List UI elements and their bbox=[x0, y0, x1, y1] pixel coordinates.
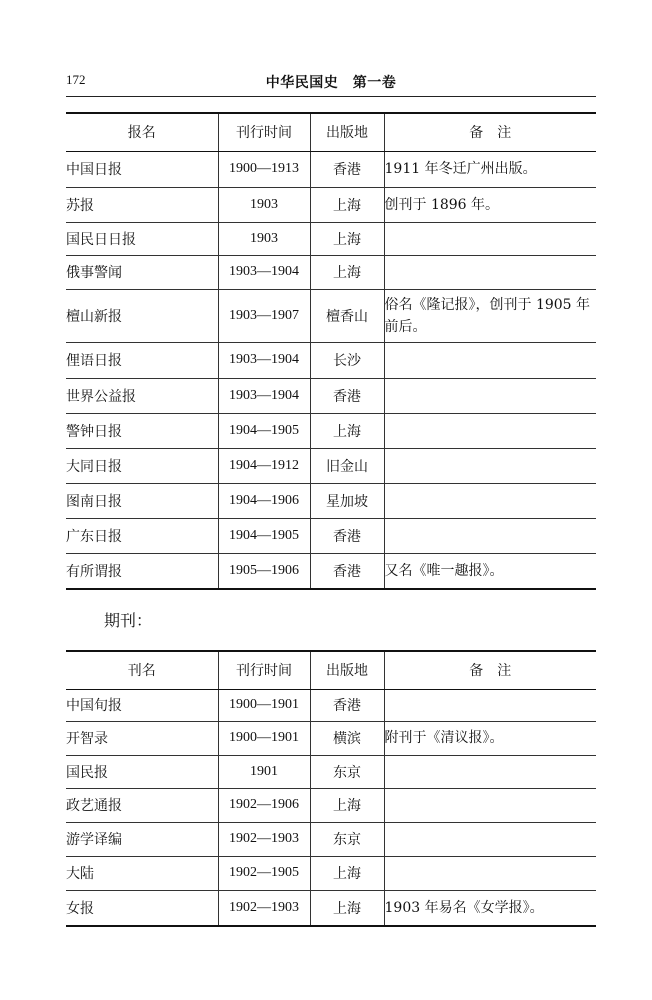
cell-period: 1902—1906 bbox=[218, 788, 310, 822]
running-title: 中华民国史 第一卷 bbox=[265, 75, 397, 91]
cell-period: 1900—1901 bbox=[218, 721, 310, 755]
table-row bbox=[66, 413, 596, 448]
cell-period: 1902—1905 bbox=[218, 856, 310, 890]
cell-note bbox=[384, 856, 596, 890]
cell-name: 苏报 bbox=[66, 187, 218, 222]
cell-place: 星加坡 bbox=[310, 483, 384, 518]
table-row bbox=[66, 721, 596, 755]
cell-note bbox=[384, 448, 596, 483]
table-row bbox=[66, 755, 596, 788]
cell-name: 国民报 bbox=[66, 755, 218, 788]
table-row bbox=[66, 378, 596, 413]
table-row bbox=[66, 255, 596, 289]
cell-name: 大同日报 bbox=[66, 448, 218, 483]
table-header-row bbox=[66, 651, 596, 689]
cell-note: 附刊于《清议报》。 bbox=[384, 721, 596, 755]
cell-note bbox=[384, 755, 596, 788]
cell-period: 1903—1907 bbox=[218, 289, 310, 342]
cell-note bbox=[384, 413, 596, 448]
page-header bbox=[66, 72, 596, 97]
column-header-note: 备 注 bbox=[384, 651, 596, 689]
table-row bbox=[66, 289, 596, 342]
cell-place: 上海 bbox=[310, 222, 384, 255]
cell-period: 1904—1905 bbox=[218, 518, 310, 553]
periodicals-label: 期刊： bbox=[104, 611, 153, 630]
cell-note: 创刊于 1896 年。 bbox=[384, 187, 596, 222]
cell-note bbox=[384, 378, 596, 413]
cell-name: 俚语日报 bbox=[66, 342, 218, 378]
column-header-place: 出版地 bbox=[310, 113, 384, 151]
cell-place: 香港 bbox=[310, 689, 384, 721]
cell-name: 国民日日报 bbox=[66, 222, 218, 255]
cell-period: 1905—1906 bbox=[218, 553, 310, 589]
cell-note: 俗名《隆记报》，创刊于 1905 年前后。 bbox=[384, 289, 596, 342]
cell-place: 横滨 bbox=[310, 721, 384, 755]
cell-note: 1903 年易名《女学报》。 bbox=[384, 890, 596, 926]
cell-name: 警钟日报 bbox=[66, 413, 218, 448]
table-row bbox=[66, 856, 596, 890]
cell-place: 上海 bbox=[310, 413, 384, 448]
cell-name: 俄事警闻 bbox=[66, 255, 218, 289]
table-row bbox=[66, 342, 596, 378]
cell-place: 东京 bbox=[310, 755, 384, 788]
table-row bbox=[66, 222, 596, 255]
cell-note bbox=[384, 518, 596, 553]
cell-name: 政艺通报 bbox=[66, 788, 218, 822]
cell-place: 檀香山 bbox=[310, 289, 384, 342]
table-row bbox=[66, 187, 596, 222]
table-row bbox=[66, 448, 596, 483]
cell-note bbox=[384, 222, 596, 255]
column-header-period: 刊行时间 bbox=[218, 651, 310, 689]
table-row bbox=[66, 518, 596, 553]
cell-name: 世界公益报 bbox=[66, 378, 218, 413]
periodicals-table bbox=[66, 650, 596, 927]
cell-note bbox=[384, 689, 596, 721]
cell-period: 1901 bbox=[218, 755, 310, 788]
page-number: 172 bbox=[66, 72, 86, 87]
cell-period: 1903—1904 bbox=[218, 255, 310, 289]
cell-note bbox=[384, 342, 596, 378]
cell-period: 1904—1912 bbox=[218, 448, 310, 483]
table-row bbox=[66, 483, 596, 518]
cell-period: 1900—1901 bbox=[218, 689, 310, 721]
cell-period: 1903—1904 bbox=[218, 378, 310, 413]
cell-period: 1904—1906 bbox=[218, 483, 310, 518]
cell-name: 檀山新报 bbox=[66, 289, 218, 342]
cell-name: 大陆 bbox=[66, 856, 218, 890]
cell-period: 1903—1904 bbox=[218, 342, 310, 378]
cell-place: 香港 bbox=[310, 378, 384, 413]
cell-name: 有所谓报 bbox=[66, 553, 218, 589]
cell-place: 上海 bbox=[310, 788, 384, 822]
table-row bbox=[66, 689, 596, 721]
cell-place: 上海 bbox=[310, 187, 384, 222]
column-header-name: 刊名 bbox=[66, 651, 218, 689]
cell-place: 东京 bbox=[310, 822, 384, 856]
cell-name: 开智录 bbox=[66, 721, 218, 755]
cell-place: 上海 bbox=[310, 856, 384, 890]
column-header-place: 出版地 bbox=[310, 651, 384, 689]
cell-place: 上海 bbox=[310, 255, 384, 289]
cell-place: 香港 bbox=[310, 553, 384, 589]
cell-place: 旧金山 bbox=[310, 448, 384, 483]
table-row bbox=[66, 553, 596, 589]
table-row bbox=[66, 151, 596, 187]
cell-place: 香港 bbox=[310, 518, 384, 553]
cell-place: 上海 bbox=[310, 890, 384, 926]
table-header-row bbox=[66, 113, 596, 151]
cell-name: 女报 bbox=[66, 890, 218, 926]
table-row bbox=[66, 890, 596, 926]
cell-note bbox=[384, 788, 596, 822]
column-header-note: 备 注 bbox=[384, 113, 596, 151]
cell-period: 1902—1903 bbox=[218, 822, 310, 856]
cell-period: 1903 bbox=[218, 222, 310, 255]
cell-note bbox=[384, 255, 596, 289]
cell-period: 1904—1905 bbox=[218, 413, 310, 448]
cell-note: 1911 年冬迁广州出版。 bbox=[384, 151, 596, 187]
cell-note bbox=[384, 822, 596, 856]
cell-name: 中国日报 bbox=[66, 151, 218, 187]
table-row bbox=[66, 822, 596, 856]
table-row bbox=[66, 788, 596, 822]
cell-note bbox=[384, 483, 596, 518]
cell-note: 又名《唯一趣报》。 bbox=[384, 553, 596, 589]
cell-name: 广东日报 bbox=[66, 518, 218, 553]
cell-name: 游学译编 bbox=[66, 822, 218, 856]
cell-place: 长沙 bbox=[310, 342, 384, 378]
cell-period: 1900—1913 bbox=[218, 151, 310, 187]
column-header-name: 报名 bbox=[66, 113, 218, 151]
cell-name: 图南日报 bbox=[66, 483, 218, 518]
cell-place: 香港 bbox=[310, 151, 384, 187]
cell-period: 1903 bbox=[218, 187, 310, 222]
cell-name: 中国旬报 bbox=[66, 689, 218, 721]
cell-period: 1902—1903 bbox=[218, 890, 310, 926]
column-header-period: 刊行时间 bbox=[218, 113, 310, 151]
newspapers-table bbox=[66, 112, 596, 590]
